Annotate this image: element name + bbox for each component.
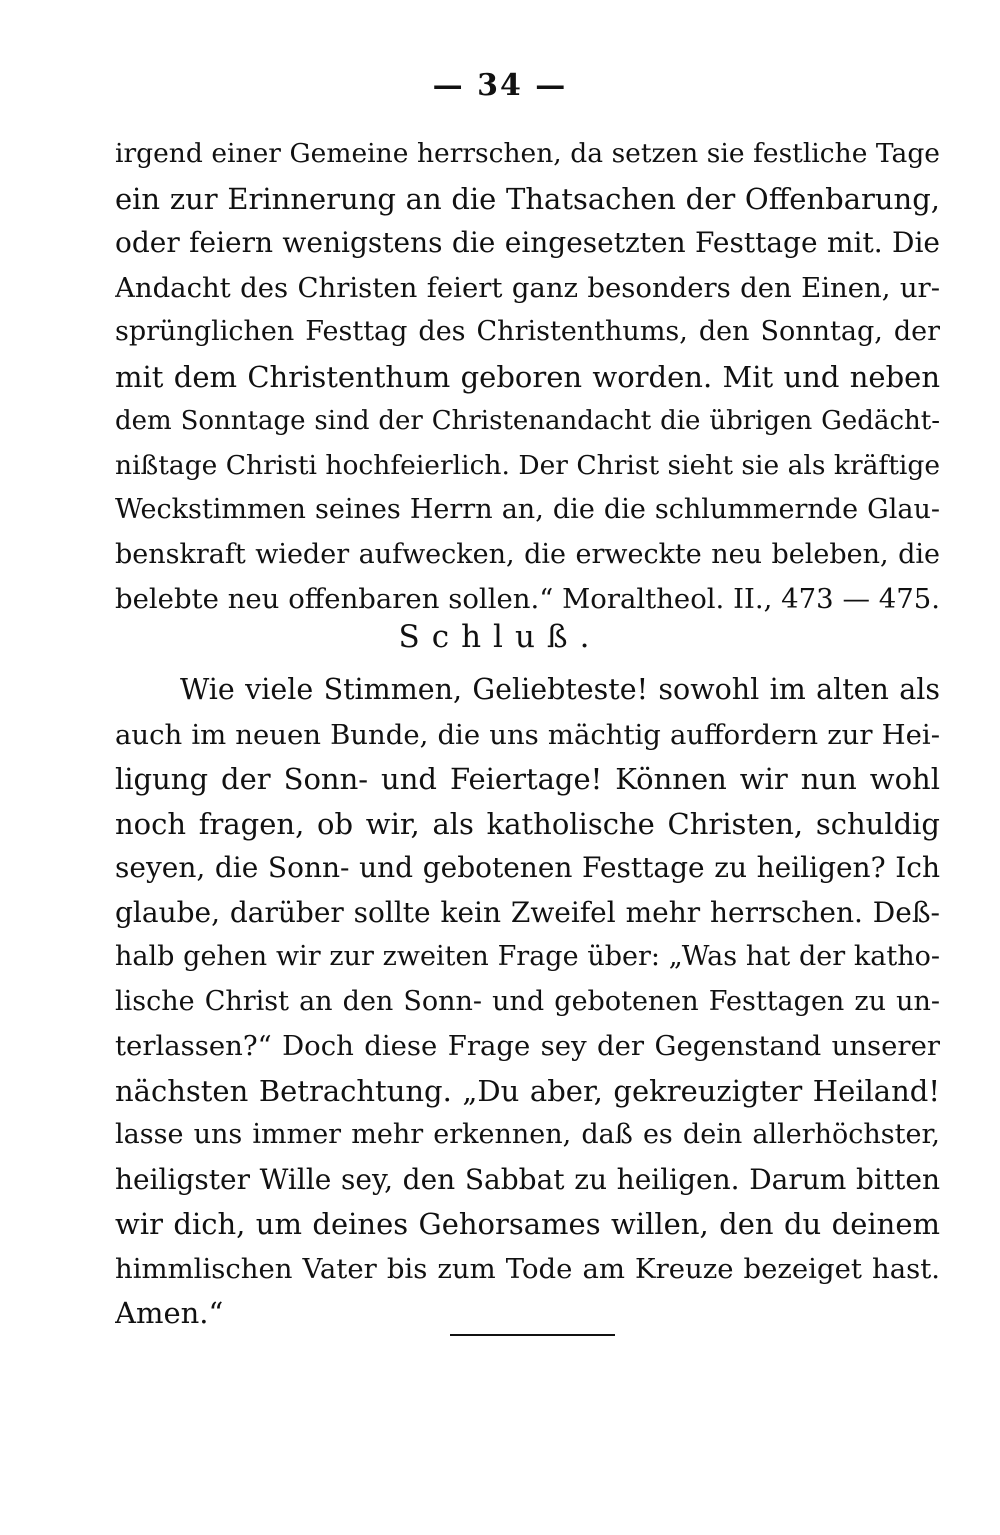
text-line: nißtage Christi hochfeierlich. Der Christ sieht sie als kräftige (115, 449, 940, 481)
text-line: mit dem Christenthum geboren worden. Mit und neben (115, 359, 940, 394)
paragraph-continuation (115, 132, 940, 622)
text-line: heiligster Wille sey, den Sabbat zu heiligen. Darum bitten (115, 1162, 940, 1196)
text-line: terlassen?“ Doch diese Frage sey der Gegenstand unserer (115, 1030, 940, 1062)
text-line: glaube, darüber sollte kein Zweifel mehr herrschen. Deß- (115, 895, 940, 929)
text-line: Weckstimmen seines Herrn an, die die schlummernde Glau- (115, 494, 940, 525)
text-line: irgend einer Gemeine herrschen, da setzen sie festliche Tage (115, 138, 940, 169)
text-line: seyen, die Sonn- und gebotenen Festtage zu heiligen? Ich (115, 851, 940, 884)
text-line: himmlischen Vater bis zum Tode am Kreuze bezeiget hast. (115, 1252, 940, 1285)
end-rule (450, 1334, 615, 1336)
paragraph-conclusion (115, 668, 940, 1336)
text-line: Andacht des Christen feiert ganz besonders den Einen, ur- (115, 271, 940, 304)
text-line: nächsten Betrachtung. „Du aber, gekreuzigter Heiland! (115, 1073, 940, 1108)
text-line: sprünglichen Festtag des Christenthums, den Sonntag, der (115, 316, 940, 347)
text-line: Amen.“ (115, 1296, 224, 1330)
text-line: lasse uns immer mehr erkennen, daß es dein allerhöchster, (115, 1119, 940, 1150)
text-line: ein zur Erinnerung an die Thatsachen der Offenbarung, (115, 181, 940, 216)
text-line: dem Sonntage sind der Christenandacht die übrigen Gedächt- (115, 406, 940, 436)
text-line: halb gehen wir zur zweiten Frage über: „Was hat der katho- (115, 941, 940, 972)
text-line: oder feiern wenigstens die eingesetzten Festtage mit. Die (115, 226, 940, 259)
text-line: belebte neu offenbaren sollen.“ Moraltheol. II., 473 — 475. (115, 583, 940, 615)
text-line: Wie viele Stimmen, Geliebteste! sowohl im alten als (180, 673, 940, 706)
text-line: auch im neuen Bunde, die uns mächtig auffordern zur Hei- (115, 718, 940, 751)
page-number: — 34 — (432, 68, 568, 103)
text-line: lische Christ an den Sonn- und gebotenen Festtagen zu un- (115, 985, 940, 1017)
section-heading: Schluß. (398, 619, 602, 655)
text-line: noch fragen, ob wir, als katholische Christen, schuldig (115, 806, 940, 841)
text-line: ligung der Sonn- und Feiertage! Können wir nun wohl (115, 762, 940, 796)
text-line: benskraft wieder aufwecken, die erweckte neu beleben, die (115, 538, 940, 570)
text-line: wir dich, um deines Gehorsames willen, den du deinem (115, 1207, 940, 1241)
